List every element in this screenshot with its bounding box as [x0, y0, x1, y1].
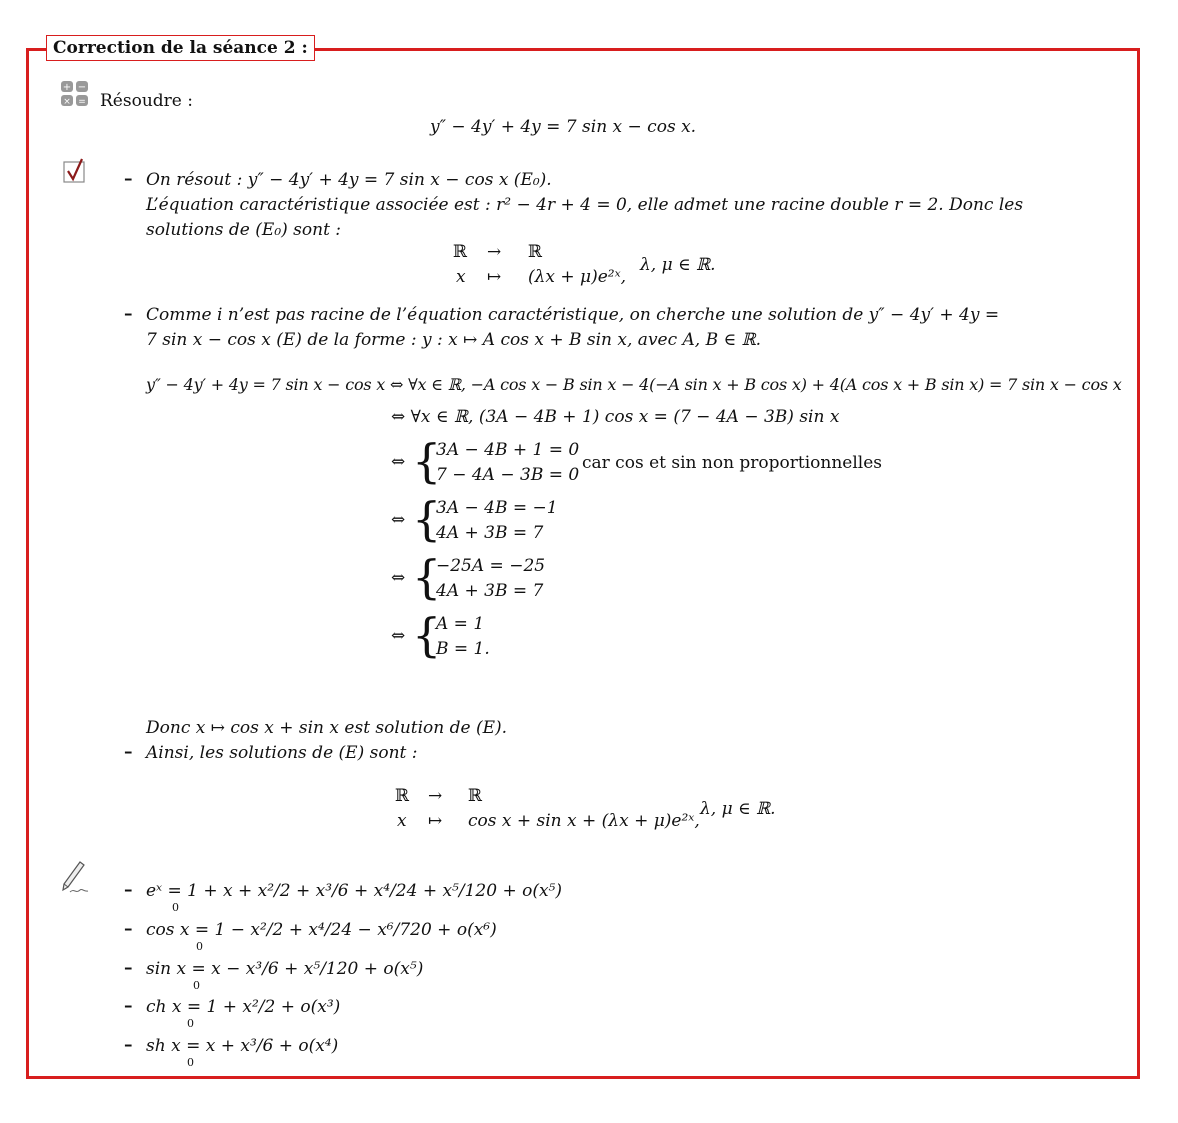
derivation-line1: y″ − 4y′ + 4y = 7 sin x − cos x ⇔ ∀x ∈ ℝ, −A cos x − B sin x − 4(−A sin x + B cos x) + 4(A cos x + B sin x) = 7 sin x − cos x [146, 375, 1122, 394]
sys2-eq1: 3A − 4B = −1 [436, 498, 558, 518]
sys2-eq2: 4A + 3B = 7 [436, 523, 544, 543]
dl-at-zero: 0 [196, 940, 203, 953]
checkbox-icon [63, 158, 87, 188]
sys4-eq1: A = 1 [436, 614, 485, 634]
map2-row2-left: x [397, 811, 407, 831]
map1-row2-right: (λx + μ)e²ˣ, [528, 267, 627, 287]
item1-line2: L’équation caractéristique associée est : r² − 4r + 4 = 0, elle admet une racine double r = 2. Donc les [146, 195, 1024, 215]
equiv-symbol: ⇔ [391, 568, 406, 588]
map2-row1-right: ℝ [468, 786, 483, 806]
conclusion: Donc x ↦ cos x + sin x est solution de (E). [146, 718, 508, 738]
exercise-prompt: Résoudre : [100, 91, 193, 111]
equiv-symbol: ⇔ [391, 626, 406, 646]
dl-at-zero: 0 [193, 979, 200, 992]
sys3-eq2: 4A + 3B = 7 [436, 581, 544, 601]
pencil-icon [58, 860, 92, 900]
bullet-dash: – [124, 304, 133, 324]
equiv-symbol: ⇔ [391, 510, 406, 530]
bullet-dash: – [124, 996, 133, 1016]
svg-text:×: × [63, 97, 71, 107]
dl-cos: cos x = 1 − x²/2 + x⁴/24 − x⁶/720 + o(x⁶) [146, 920, 497, 940]
bullet-dash: – [124, 1035, 133, 1055]
brace: { [412, 492, 442, 546]
exercise-equation: y″ − 4y′ + 4y = 7 sin x − cos x. [430, 117, 697, 137]
derivation-line2: ⇔ ∀x ∈ ℝ, (3A − 4B + 1) cos x = (7 − 4A − 3B) sin x [391, 407, 840, 427]
map1-params: λ, μ ∈ ℝ. [640, 255, 716, 275]
brace: { [412, 550, 442, 604]
dl-at-zero: 0 [172, 901, 179, 914]
map1-row1-right: ℝ [528, 242, 543, 262]
dl-at-zero: 0 [187, 1056, 194, 1069]
dl-sh: sh x = x + x³/6 + o(x⁴) [146, 1036, 339, 1056]
bullet-dash: – [124, 169, 133, 189]
sys3-eq1: −25A = −25 [436, 556, 546, 576]
svg-text:+: + [62, 82, 72, 93]
calculator-icon [60, 80, 90, 112]
item2-line1: Comme i n’est pas racine de l’équation caractéristique, on cherche une solution de y″ − 4y′ + 4y = [146, 305, 1000, 325]
map1-row1-arrow: → [487, 242, 502, 262]
bullet-dash: – [124, 919, 133, 939]
bullet-dash: – [124, 880, 133, 900]
map1-row2-arrow: ↦ [487, 267, 502, 287]
sys1-eq1: 3A − 4B + 1 = 0 [436, 440, 580, 460]
sys1-eq2: 7 − 4A − 3B = 0 [436, 465, 580, 485]
svg-text:=: = [78, 97, 86, 107]
map2-params: λ, μ ∈ ℝ. [700, 799, 776, 819]
map2-row1-arrow: → [428, 786, 443, 806]
map1-row1-left: ℝ [453, 242, 468, 262]
map1-row2-left: x [456, 267, 466, 287]
item2-line2: 7 sin x − cos x (E) de la forme : y : x ↦ A cos x + B sin x, avec A, B ∈ ℝ. [146, 330, 762, 350]
item3: Ainsi, les solutions de (E) sont : [146, 743, 418, 763]
item1-line1: On résout : y″ − 4y′ + 4y = 7 sin x − cos x (E₀). [146, 170, 552, 190]
sys4-eq2: B = 1. [436, 639, 490, 659]
svg-text:−: − [77, 82, 87, 93]
sys1-note: car cos et sin non proportionnelles [582, 453, 883, 473]
dl-ch: ch x = 1 + x²/2 + o(x³) [146, 997, 341, 1017]
dl-sin: sin x = x − x³/6 + x⁵/120 + o(x⁵) [146, 959, 424, 979]
map2-row2-arrow: ↦ [428, 811, 443, 831]
equiv-symbol: ⇔ [391, 452, 406, 472]
dl-at-zero: 0 [187, 1017, 194, 1030]
item1-line3: solutions de (E₀) sont : [146, 220, 342, 240]
section-title: Correction de la séance 2 : [46, 35, 315, 61]
brace: { [412, 434, 442, 488]
map2-row2-right: cos x + sin x + (λx + μ)e²ˣ, [468, 811, 700, 831]
brace: { [412, 608, 442, 662]
bullet-dash: – [124, 742, 133, 762]
dl-exp: eˣ = 1 + x + x²/2 + x³/6 + x⁴/24 + x⁵/120 + o(x⁵) [146, 881, 562, 901]
map2-row1-left: ℝ [395, 786, 410, 806]
bullet-dash: – [124, 958, 133, 978]
